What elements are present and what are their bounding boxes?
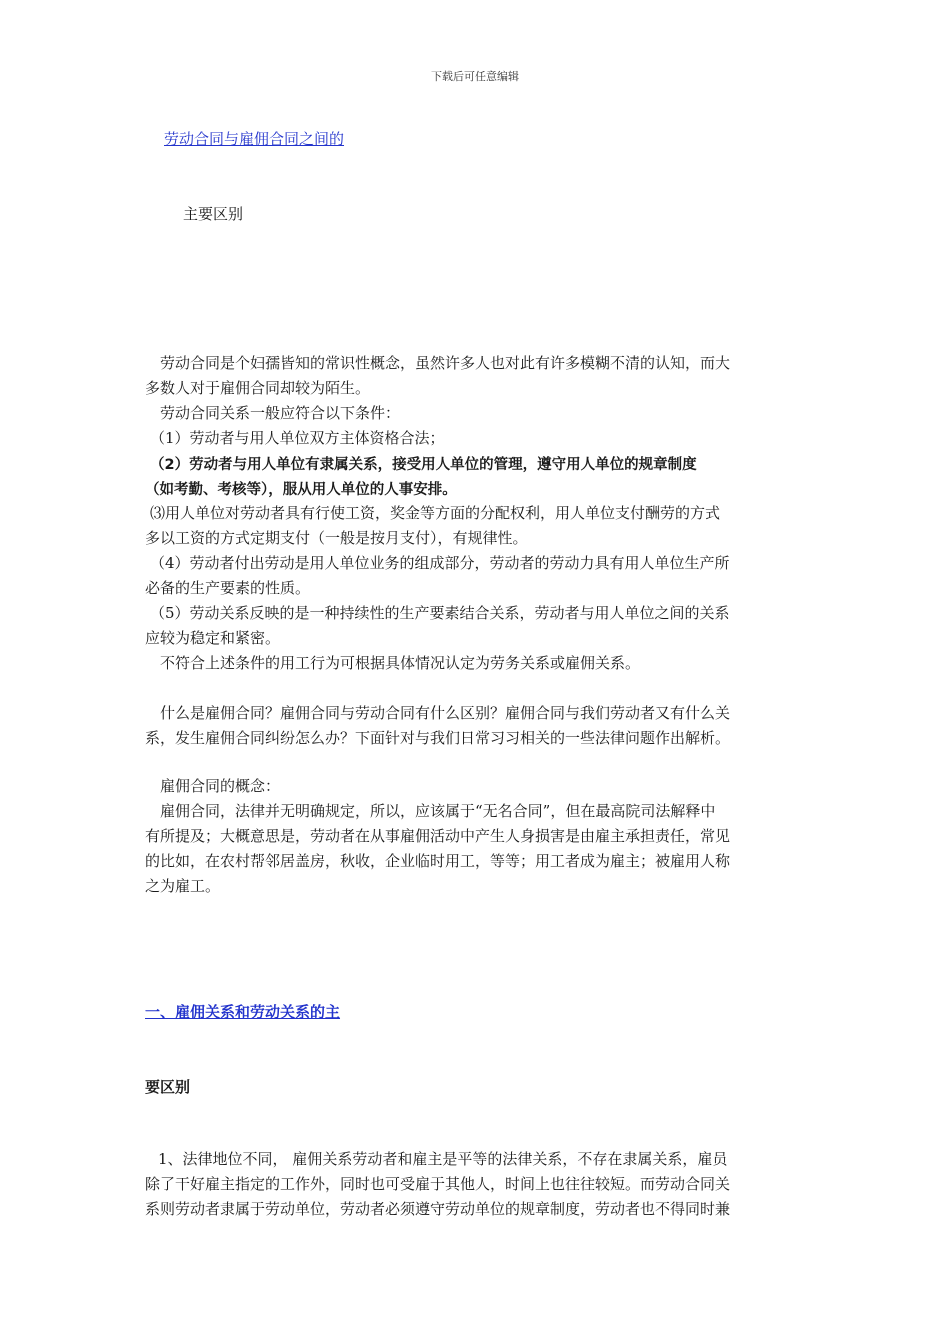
intro-line-3: 劳动合同关系一般应符合以下条件： (160, 404, 401, 422)
condition-1: （1）劳动者与用人单位双方主体资格合法； (150, 429, 445, 447)
concept-line-1: 雇佣合同，法律并无明确规定，所以，应该属于“无名合同”，但在最高院司法解释中 (160, 802, 716, 820)
section-1-title-link[interactable]: 一、雇佣关系和劳动关系的主 (145, 1003, 341, 1021)
concept-line-3: 的比如，在农村帮邻居盖房，秋收，企业临时用工，等等；用工者成为雇主；被雇用人称 (145, 852, 731, 870)
condition-4-line-2: 必备的生产要素的性质。 (145, 579, 311, 597)
condition-3-line-1: ⑶用人单位对劳动者具有行使工资，奖金等方面的分配权利，用人单位支付酬劳的方式 (150, 504, 721, 522)
intro-line-2: 多数人对于雇佣合同却较为陌生。 (145, 379, 371, 397)
concept-line-2: 有所提及；大概意思是，劳动者在从事雇佣活动中产生人身损害是由雇主承担责任，常见 (145, 827, 731, 845)
document-subtitle: 主要区别 (183, 205, 244, 223)
intro-conclusion: 不符合上述条件的用工行为可根据具体情况认定为劳务关系或雇佣关系。 (160, 654, 641, 672)
document-title-link[interactable]: 劳动合同与雇佣合同之间的 (164, 130, 345, 148)
question-line-1: 什么是雇佣合同？雇佣合同与劳动合同有什么区别？雇佣合同与我们劳动者又有什么关 (160, 704, 731, 722)
condition-4-line-1: （4）劳动者付出劳动是用人单位业务的组成部分，劳动者的劳动力具有用人单位生产所 (150, 554, 730, 572)
intro-line-1: 劳动合同是个妇孺皆知的常识性概念，虽然许多人也对此有许多模糊不清的认知，而大 (160, 354, 731, 372)
condition-5-line-1: （5）劳动关系反映的是一种持续性的生产要素结合关系，劳动者与用人单位之间的关系 (150, 604, 730, 622)
point-1-line-1: 1、法律地位不同， 雇佣关系劳动者和雇主是平等的法律关系，不存在隶属关系，雇员 (158, 1150, 728, 1168)
concept-line-4: 之为雇工。 (145, 877, 221, 895)
condition-2-line-1: （2）劳动者与用人单位有隶属关系，接受用人单位的管理，遵守用人单位的规章制度 (150, 457, 697, 473)
point-1-line-2: 除了干好雇主指定的工作外，同时也可受雇于其他人，时间上也往往较短。而劳动合同关 (145, 1175, 731, 1193)
page-header: 下载后可任意编辑 (431, 70, 519, 83)
point-1-line-3: 系则劳动者隶属于劳动单位，劳动者必须遵守劳动单位的规章制度，劳动者也不得同时兼 (145, 1200, 731, 1218)
condition-5-line-2: 应较为稳定和紧密。 (145, 629, 281, 647)
section-1-title-continued: 要区别 (145, 1078, 191, 1096)
concept-heading: 雇佣合同的概念： (160, 777, 281, 795)
question-line-2: 系，发生雇佣合同纠纷怎么办？下面针对与我们日常习习相关的一些法律问题作出解析。 (145, 729, 731, 747)
condition-3-line-2: 多以工资的方式定期支付（一般是按月支付），有规律性。 (145, 529, 528, 547)
condition-2-line-2: （如考勤、考核等），服从用人单位的人事安排。 (145, 482, 457, 498)
